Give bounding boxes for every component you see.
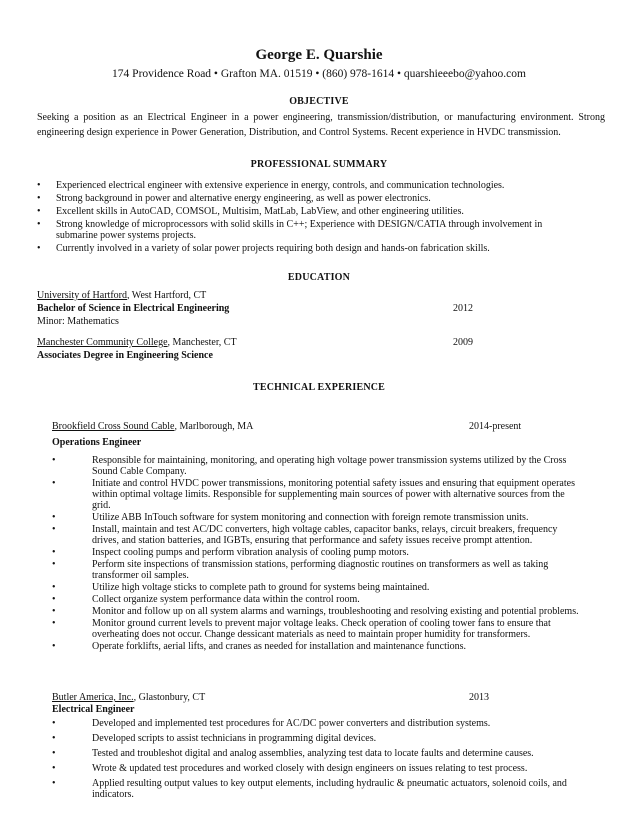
contact-line: 174 Providence Road • Grafton MA. 01519 • (860) 978-1614 • quarshieeebo@yahoo.com bbox=[112, 68, 526, 80]
bullet-text: Operate forklifts, aerial lifts, and cranes as needed for installation and maintenance functions. bbox=[92, 641, 467, 652]
bullet-icon: • bbox=[37, 206, 41, 217]
bullet-text: Wrote & updated test procedures and worked closely with design engineers on issues relating to test process. bbox=[92, 763, 528, 774]
bullet-text: indicators. bbox=[92, 789, 134, 800]
bullet-text: Tested and troubleshot digital and analog assemblies, analyzing test data to locate faults and determine causes. bbox=[92, 748, 534, 759]
bullet-text: Utilize ABB InTouch software for system monitoring and connection with foreign remote transmission units. bbox=[92, 512, 529, 523]
bullet-text: within optimal voltage limits. Responsible for supplementing main sources of power with alternative sources from the bbox=[92, 489, 565, 500]
bullet-icon: • bbox=[52, 733, 56, 744]
bullet-text: Developed scripts to assist technicians in programming digital devices. bbox=[92, 733, 377, 744]
bullet-icon: • bbox=[52, 478, 56, 489]
school-location: , Manchester, CT bbox=[167, 337, 237, 348]
bullet-icon: • bbox=[52, 778, 56, 789]
bullet-text: Utilize high voltage sticks to complete path to ground for systems being maintained. bbox=[92, 582, 430, 593]
bullet-icon: • bbox=[52, 748, 56, 759]
degree: Bachelor of Science in Electrical Engineering bbox=[37, 303, 230, 314]
bullet-icon: • bbox=[52, 582, 56, 593]
bullet-icon: • bbox=[52, 618, 56, 629]
job-dates: 2014-present bbox=[469, 421, 522, 432]
company-location: , Marlborough, MA bbox=[174, 421, 254, 432]
education-heading: EDUCATION bbox=[287, 272, 351, 283]
bullet-text: Applied resulting output values to key output elements, including hydraulic & pneumatic actuators, solenoid coils, and bbox=[92, 778, 567, 789]
bullet-text: Strong knowledge of microprocessors with solid skills in C++; Experience with DESIGN/CATIA through involvement in bbox=[56, 219, 543, 230]
bullet-icon: • bbox=[52, 524, 56, 535]
bullet-icon: • bbox=[52, 594, 56, 605]
objective-text: Seeking a position as an Electrical Engineer in a power engineering, transmission/distribution, or manufacturing environment. Strong engineering design experience in Power Generation, Distribution, and Control Systems. Recent experience in HVDC transmission. bbox=[37, 112, 605, 138]
experience-heading: TECHNICAL EXPERIENCE bbox=[252, 382, 386, 393]
job-title: Operations Engineer bbox=[52, 437, 142, 448]
school-name: University of Hartford bbox=[37, 290, 127, 301]
summary-heading: PROFESSIONAL SUMMARY bbox=[250, 159, 388, 170]
company-location: , Glastonbury, CT bbox=[133, 692, 206, 703]
job-title: Electrical Engineer bbox=[52, 704, 135, 715]
bullet-text: Inspect cooling pumps and perform vibration analysis of cooling pump motors. bbox=[92, 547, 409, 558]
education-entry bbox=[37, 290, 206, 301]
company-name: Brookfield Cross Sound Cable bbox=[52, 421, 175, 432]
bullet-icon: • bbox=[52, 718, 56, 729]
bullet-text: Developed and implemented test procedures for AC/DC power converters and distribution systems. bbox=[92, 718, 491, 729]
bullet-text: Monitor ground current levels to prevent major voltage leaks. Check operation of cooling tower fans to ensure that bbox=[92, 618, 551, 629]
bullet-text: Responsible for maintaining, monitoring, and operating high voltage power transmission systems utilized by the Cross bbox=[92, 455, 567, 466]
bullet-icon: • bbox=[52, 641, 56, 652]
bullet-icon: • bbox=[37, 243, 41, 254]
bullet-text: submarine power systems projects. bbox=[56, 230, 196, 241]
bullet-text: Currently involved in a variety of solar power projects requiring both design and hands-on fabrication skills. bbox=[56, 243, 490, 254]
bullet-text: transformer oil samples. bbox=[92, 570, 189, 581]
education-entry bbox=[37, 337, 237, 348]
degree-year: 2012 bbox=[453, 303, 473, 314]
bullet-icon: • bbox=[37, 180, 41, 191]
bullet-text: grid. bbox=[92, 500, 111, 511]
bullet-text: Perform site inspections of transmission stations, performing diagnostic routines on transformers as well as taking bbox=[92, 559, 549, 570]
bullet-icon: • bbox=[52, 512, 56, 523]
candidate-name: George E. Quarshie bbox=[255, 47, 383, 63]
bullet-text: drives, and station batteries, and IGBTs, ensuring that performance and safety issues receive prompt attention. bbox=[92, 535, 533, 546]
bullet-text: Excellent skills in AutoCAD, COMSOL, Multisim, MatLab, LabView, and other engineering utilities. bbox=[56, 206, 464, 217]
bullet-icon: • bbox=[52, 606, 56, 617]
bullet-text: overheating does not occur. Change dessicant materials as need to maintain proper humidity for transformers. bbox=[92, 629, 531, 640]
bullet-text: Collect organize system performance data within the control room. bbox=[92, 594, 360, 605]
bullet-icon: • bbox=[52, 559, 56, 570]
school-location: , West Hartford, CT bbox=[126, 290, 207, 301]
bullet-text: Monitor and follow up on all system alarms and warnings, troubleshooting and resolving existing and potential problems. bbox=[92, 606, 579, 617]
bullet-text: Initiate and control HVDC power transmissions, monitoring potential safety issues and ensuring that equipment operates bbox=[92, 478, 575, 489]
job-employer bbox=[52, 421, 253, 432]
bullet-text: Install, maintain and test AC/DC converters, high voltage cables, capacitor banks, relays, circuit breakers, frequency bbox=[92, 524, 558, 535]
bullet-text: Sound Cable Company. bbox=[92, 466, 187, 477]
bullet-text: Strong background in power and alternative energy engineering, as well as power electronics. bbox=[56, 193, 431, 204]
bullet-icon: • bbox=[37, 193, 41, 204]
minor: Minor: Mathematics bbox=[37, 316, 119, 327]
objective-heading: OBJECTIVE bbox=[289, 96, 349, 107]
bullet-icon: • bbox=[52, 455, 56, 466]
company-name: Butler America, Inc. bbox=[52, 692, 134, 703]
bullet-icon: • bbox=[52, 547, 56, 558]
bullet-text: Experienced electrical engineer with extensive experience in energy, controls, and communication technologies. bbox=[56, 180, 505, 191]
bullet-icon: • bbox=[37, 219, 41, 230]
bullet-icon: • bbox=[52, 763, 56, 774]
degree: Associates Degree in Engineering Science bbox=[37, 350, 213, 361]
job-dates: 2013 bbox=[469, 692, 489, 703]
degree-year: 2009 bbox=[453, 337, 473, 348]
job-employer bbox=[52, 692, 205, 703]
school-name: Manchester Community College bbox=[37, 337, 168, 348]
